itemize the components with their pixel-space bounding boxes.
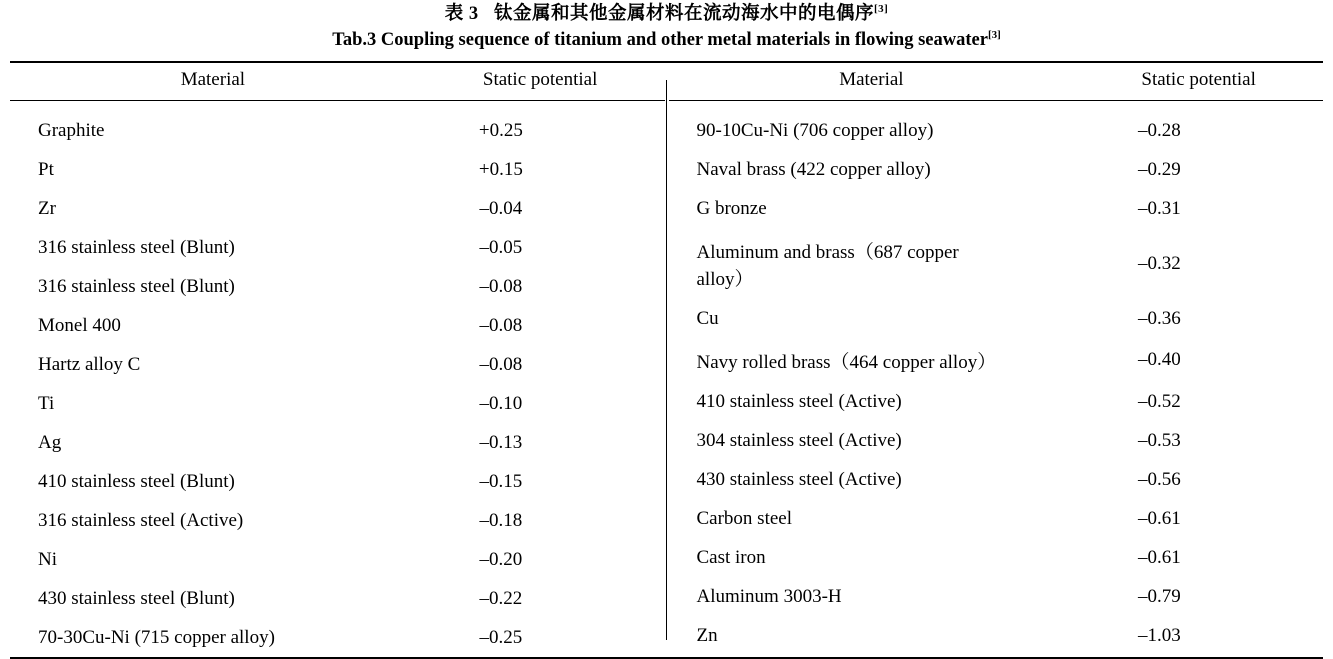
table-row: [669, 338, 1324, 382]
caption-english-ref: [3]: [987, 28, 1001, 41]
caption-chinese-ref: [3]: [873, 2, 889, 15]
material-cell: Hartz alloy C: [38, 353, 141, 375]
table-caption: [10, 0, 1323, 52]
table-row: [10, 501, 665, 540]
table-row: [10, 579, 665, 618]
table-row: [10, 189, 665, 228]
left-spacer-cell-1: [10, 101, 337, 111]
left-spacer-cell-2: [337, 101, 664, 111]
potential-cell: –0.25: [479, 626, 523, 648]
material-cell: Ti: [38, 392, 55, 414]
table-row: [669, 228, 1324, 299]
table-row: [669, 382, 1324, 421]
potential-cell: +0.15: [478, 158, 523, 180]
left-table: [10, 63, 665, 100]
table-row: [669, 499, 1324, 538]
material-cell: 410 stainless steel (Blunt): [38, 470, 235, 492]
material-cell: 70-30Cu-Ni (715 copper alloy): [38, 626, 275, 648]
table-row: [669, 150, 1324, 189]
left-table-body-wrap: [10, 101, 665, 657]
potential-cell: –0.20: [479, 548, 523, 570]
left-spacer-row: [10, 101, 665, 111]
material-cell: Monel 400: [38, 314, 121, 336]
potential-cell: –0.40: [1138, 349, 1181, 371]
potential-cell: –0.28: [1138, 119, 1181, 141]
potential-cell: –0.29: [1138, 158, 1181, 180]
table-row: [669, 538, 1324, 577]
potential-cell: –0.52: [1138, 390, 1181, 412]
caption-english-title: Tab.3 Coupling sequence of titanium and other metal materials in flowing seawater: [332, 30, 988, 51]
material-cell: Navy rolled brass（464 copper alloy）: [696, 351, 997, 373]
right-table-panel: [669, 63, 1324, 657]
right-header-row: [669, 63, 1324, 100]
left-header-material: Material: [180, 69, 246, 91]
potential-cell: +0.25: [478, 119, 523, 141]
potential-cell: –0.08: [479, 314, 523, 336]
potential-cell: –0.56: [1138, 468, 1181, 490]
table-row: [10, 540, 665, 579]
table-row: [10, 384, 665, 423]
material-cell: 430 stainless steel (Blunt): [38, 587, 235, 609]
potential-cell: –0.53: [1138, 429, 1181, 451]
potential-cell: –0.36: [1138, 307, 1181, 329]
material-cell: 316 stainless steel (Blunt): [38, 275, 235, 297]
material-cell: Aluminum and brass（687 copper alloy）: [696, 241, 959, 290]
material-cell: 316 stainless steel (Active): [38, 509, 244, 531]
material-cell: 316 stainless steel (Blunt): [38, 236, 235, 258]
potential-cell: –0.05: [479, 236, 523, 258]
right-table-body: [669, 101, 1324, 655]
caption-chinese-title: 钛金属和其他金属材料在流动海水中的电偶序: [493, 4, 874, 24]
table-row: [10, 306, 665, 345]
table-row: [10, 462, 665, 501]
table-row: [10, 345, 665, 384]
potential-cell: –0.10: [479, 392, 523, 414]
table-row: [669, 111, 1324, 150]
table-row: [669, 460, 1324, 499]
potential-cell: –0.18: [479, 509, 523, 531]
left-table-head: [10, 63, 665, 100]
right-table-head: [669, 63, 1324, 100]
right-spacer-cell-1: [669, 101, 996, 111]
potential-cell: –1.03: [1138, 624, 1181, 646]
material-cell: 90-10Cu-Ni (706 copper alloy): [696, 119, 934, 141]
material-cell: Ni: [38, 548, 57, 570]
right-spacer-row: [669, 101, 1324, 111]
potential-cell: –0.22: [479, 587, 523, 609]
right-table: [669, 63, 1324, 100]
vertical-divider-line: [666, 80, 667, 640]
potential-cell: –0.04: [479, 197, 523, 219]
table-row: [10, 423, 665, 462]
material-cell: Carbon steel: [696, 507, 793, 529]
table-row: [669, 616, 1324, 655]
right-header-material: Material: [839, 69, 904, 91]
material-cell: Cu: [696, 307, 719, 329]
left-table-body: [10, 101, 665, 657]
table-row: [10, 111, 665, 150]
table-row: [10, 150, 665, 189]
material-cell: 430 stainless steel (Active): [696, 468, 902, 490]
material-cell: Naval brass (422 copper alloy): [696, 158, 931, 180]
caption-chinese-number: 表 3: [444, 4, 479, 24]
table-row: [669, 577, 1324, 616]
material-cell: Zr: [38, 197, 56, 219]
potential-cell: –0.08: [479, 353, 523, 375]
table-row: [669, 421, 1324, 460]
material-cell: Graphite: [38, 119, 105, 141]
left-header-row: [10, 63, 665, 100]
potential-cell: –0.13: [479, 431, 523, 453]
potential-cell: –0.79: [1138, 585, 1181, 607]
potential-cell: –0.08: [479, 275, 523, 297]
table-row: [669, 299, 1324, 338]
left-table-panel: [10, 63, 665, 657]
material-cell: Cast iron: [696, 546, 766, 568]
table-row: [10, 228, 665, 267]
material-cell: Ag: [38, 431, 62, 453]
caption-chinese: [10, 0, 1323, 26]
table-row: [669, 189, 1324, 228]
material-cell: 410 stainless steel (Active): [696, 390, 902, 412]
potential-cell: –0.61: [1138, 546, 1181, 568]
material-cell: Zn: [696, 624, 718, 646]
material-cell: G bronze: [696, 197, 767, 219]
table-row: [10, 618, 665, 657]
material-cell: Pt: [38, 158, 54, 180]
potential-cell: –0.31: [1138, 197, 1181, 219]
potential-cell: –0.61: [1138, 507, 1181, 529]
right-spacer-cell-2: [996, 101, 1323, 111]
table-row: [10, 267, 665, 306]
left-header-potential: Static potential: [482, 69, 598, 91]
right-table-body-wrap: [669, 101, 1324, 655]
potential-cell: –0.15: [479, 470, 523, 492]
material-cell: 304 stainless steel (Active): [696, 429, 902, 451]
coupling-sequence-table: [10, 63, 1323, 657]
caption-english: [10, 26, 1323, 52]
right-header-potential: Static potential: [1141, 69, 1256, 91]
potential-cell: –0.32: [1138, 252, 1181, 274]
material-cell: Aluminum 3003-H: [696, 585, 842, 607]
